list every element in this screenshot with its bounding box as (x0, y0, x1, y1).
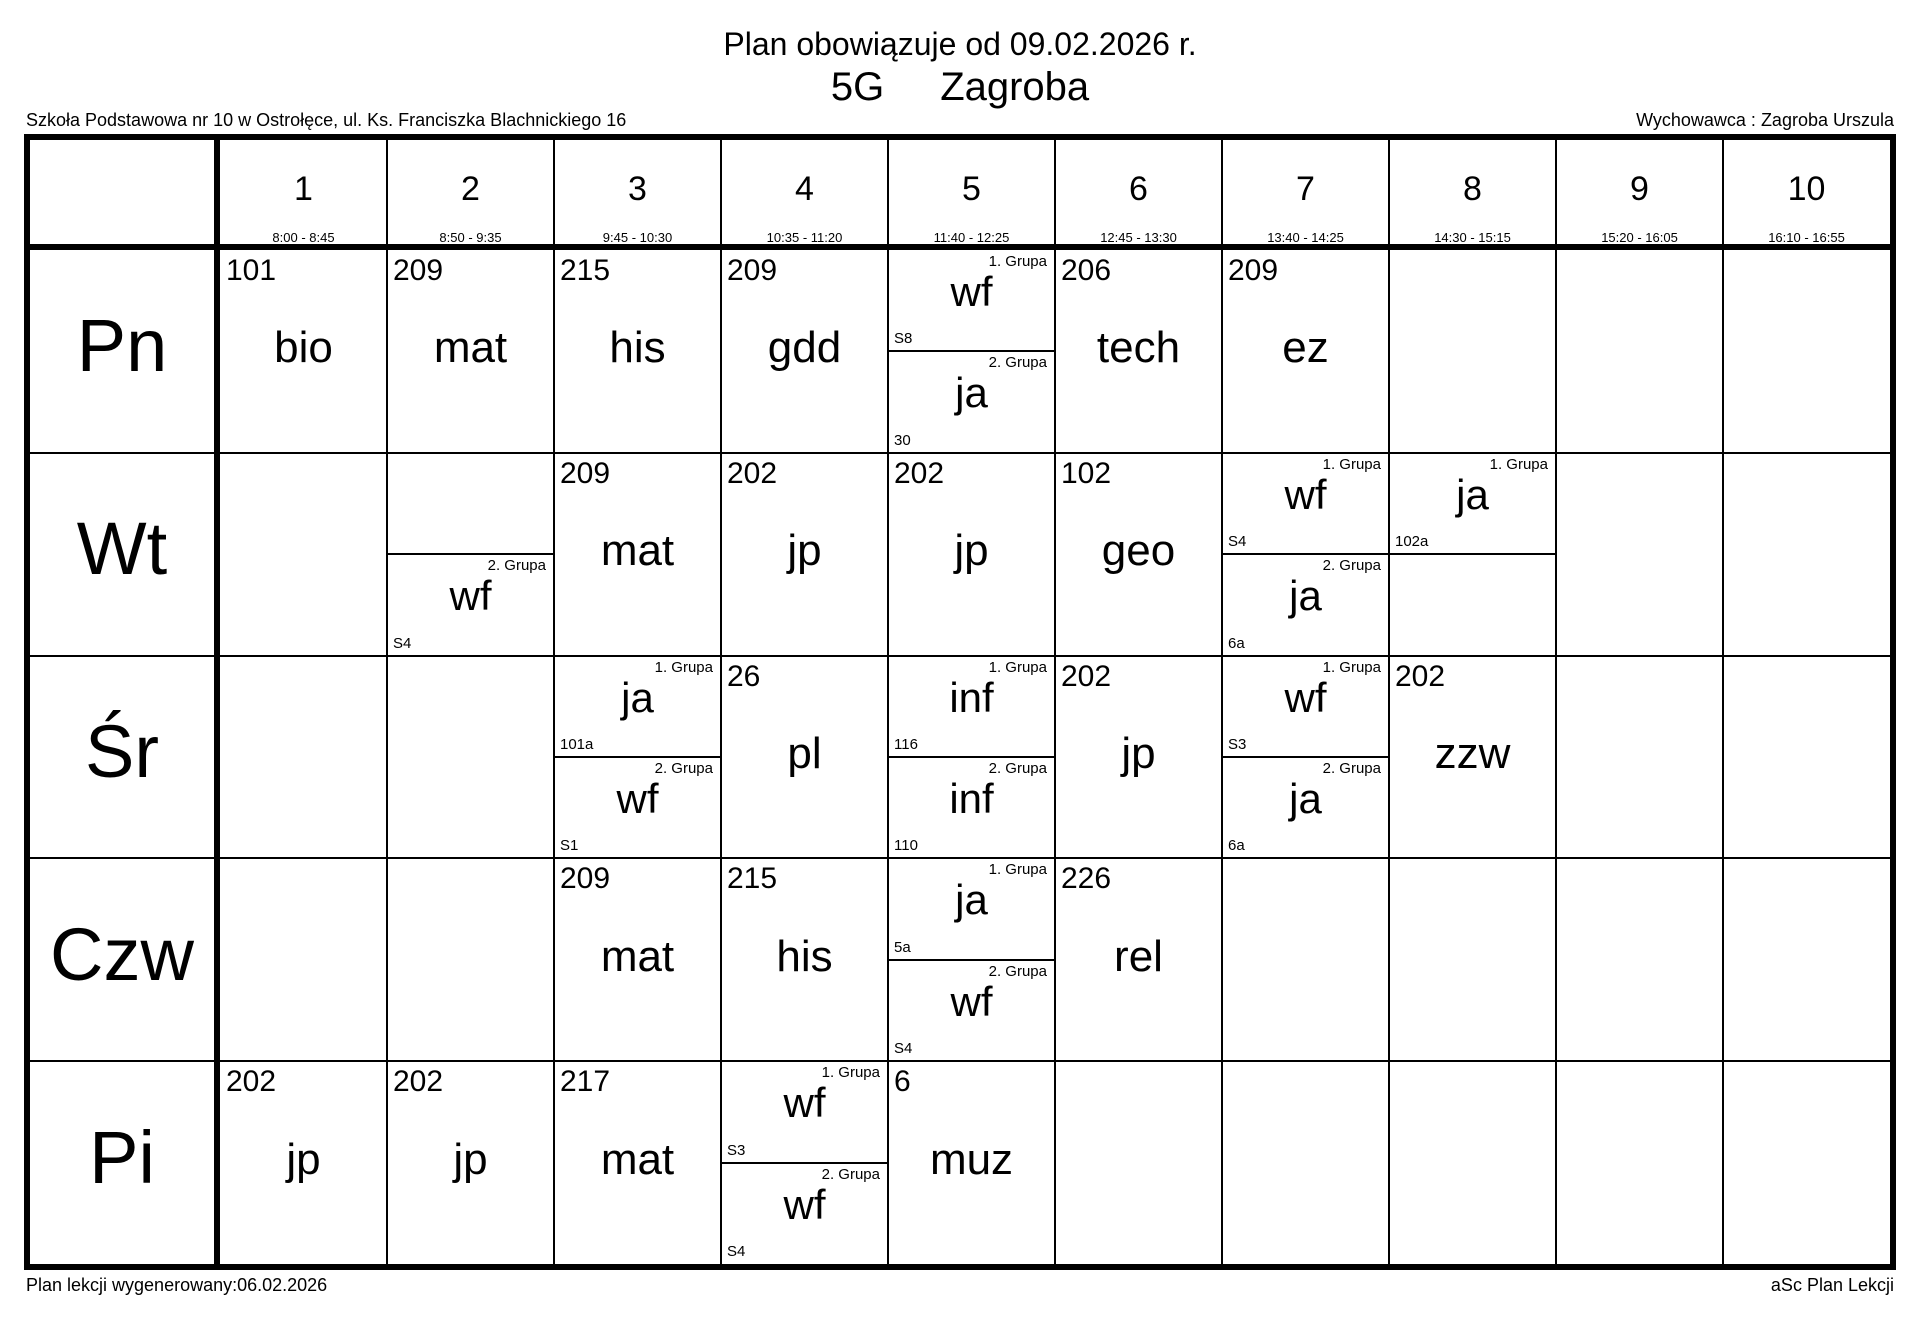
subject: wf (449, 572, 492, 620)
room-number: 101 (226, 254, 277, 287)
subject: wf (783, 1079, 826, 1127)
empty-cell (387, 656, 554, 859)
lesson-cell (1055, 453, 1222, 656)
group-lesson (888, 960, 1055, 1061)
period-number: 7 (1296, 170, 1315, 208)
period-time: 8:50 - 9:35 (439, 230, 502, 245)
lesson-cell (220, 1061, 387, 1264)
subject: muz (929, 1134, 1014, 1184)
period-time: 15:20 - 16:05 (1601, 230, 1678, 245)
group-label: 1. Grupa (988, 253, 1047, 270)
empty-cell (1556, 656, 1723, 859)
subject: inf (949, 673, 994, 721)
day-label: Czw (50, 912, 194, 996)
subject: pl (787, 728, 822, 778)
subject: ja (621, 673, 654, 721)
group-label: 2. Grupa (1322, 759, 1381, 777)
room-number: S4 (393, 634, 412, 652)
period-header (1222, 140, 1389, 244)
day-label: Wt (76, 507, 168, 591)
lesson-cell (554, 656, 721, 859)
group-label: 2. Grupa (654, 759, 713, 777)
period-time: 12:45 - 13:30 (1100, 230, 1177, 245)
lesson-cell (888, 1061, 1055, 1264)
room-number: 209 (1228, 254, 1279, 287)
lesson-cell (721, 453, 888, 656)
group-lesson (1222, 554, 1389, 655)
group-label: 2. Grupa (988, 759, 1047, 777)
group-label: 1. Grupa (1489, 455, 1548, 473)
empty-cell (1556, 1061, 1723, 1264)
room-number: 202 (1061, 659, 1112, 693)
group-label: 1. Grupa (654, 658, 713, 676)
period-number: 5 (962, 170, 981, 208)
subject: ja (955, 876, 988, 924)
day-label: Pi (89, 1115, 155, 1199)
lesson-cell (220, 250, 387, 453)
empty-cell (220, 453, 387, 656)
subject: bio (274, 323, 333, 373)
subject: mat (433, 323, 508, 373)
period-time: 8:00 - 8:45 (272, 230, 335, 245)
subject: wf (1284, 673, 1327, 721)
group-label: 1. Grupa (988, 658, 1047, 676)
room-number: 226 (1061, 862, 1112, 896)
group-lesson (888, 656, 1055, 757)
empty-cell (220, 656, 387, 859)
room-number: 202 (393, 1065, 444, 1099)
lesson-cell (888, 858, 1055, 1061)
period-number: 1 (294, 170, 313, 208)
period-number: 4 (795, 170, 814, 208)
subject: mat (600, 526, 675, 576)
room-number: 6a (1228, 634, 1245, 652)
lesson-cell (721, 656, 888, 859)
group-label: 1. Grupa (988, 861, 1047, 879)
room-number: 6a (1228, 837, 1245, 855)
group-lesson (1222, 453, 1389, 554)
empty-cell (220, 858, 387, 1061)
period-number: 8 (1463, 170, 1482, 208)
room-number: S4 (1228, 533, 1247, 551)
lesson-cell (554, 858, 721, 1061)
period-header (220, 140, 387, 244)
empty-cell (1389, 858, 1556, 1061)
period-header (1556, 140, 1723, 244)
period-number: 9 (1630, 170, 1649, 208)
group-label: 2. Grupa (821, 1165, 880, 1183)
group-label: 2. Grupa (988, 962, 1047, 980)
subject: ja (1289, 572, 1322, 620)
empty-cell (1556, 858, 1723, 1061)
room-number: 30 (894, 431, 911, 449)
lesson-cell (1055, 250, 1222, 453)
empty-cell (1556, 250, 1723, 453)
subject: ja (955, 369, 988, 417)
plan-valid-from: Plan obowiązuje od 09.02.2026 r. (723, 26, 1197, 62)
period-time: 11:40 - 12:25 (933, 230, 1010, 245)
period-time: 9:45 - 10:30 (602, 230, 673, 245)
room-number: S4 (727, 1242, 746, 1260)
room-number: 209 (560, 456, 611, 490)
subject: wf (950, 268, 993, 315)
class-title (0, 65, 1920, 110)
subject: jp (1121, 728, 1156, 778)
lesson-cell (554, 250, 721, 453)
subject: jp (787, 526, 822, 576)
room-number: 6 (894, 1065, 911, 1099)
room-number: 209 (560, 862, 611, 896)
lesson-cell (387, 1061, 554, 1264)
empty-cell (1556, 453, 1723, 656)
generated-date: Plan lekcji wygenerowany:06.02.2026 (26, 1275, 328, 1295)
group-lesson (888, 351, 1055, 452)
period-header (1055, 140, 1222, 244)
group-label: 2. Grupa (487, 557, 546, 575)
empty-cell (1723, 453, 1890, 656)
subject: wf (950, 977, 993, 1025)
period-time: 10:35 - 11:20 (766, 230, 843, 245)
room-number: 110 (894, 837, 918, 855)
group-lesson (888, 250, 1055, 351)
empty-cell (1389, 1061, 1556, 1264)
group-label: 1. Grupa (1322, 658, 1381, 676)
lesson-cell (888, 250, 1055, 453)
room-number: 209 (393, 254, 444, 287)
period-header (888, 140, 1055, 244)
subject: wf (783, 1180, 826, 1228)
group-lesson (1222, 656, 1389, 757)
room-number: 26 (727, 659, 761, 693)
group-label: 2. Grupa (988, 354, 1047, 372)
group-label: 2. Grupa (1322, 557, 1381, 575)
lesson-cell (1222, 453, 1389, 656)
subject: wf (1284, 470, 1327, 518)
room-number: 202 (727, 456, 778, 490)
room-number: 209 (727, 254, 778, 287)
lesson-cell (1389, 656, 1556, 859)
period-time: 13:40 - 14:25 (1267, 230, 1344, 245)
period-number: 2 (461, 170, 480, 208)
empty-cell (387, 858, 554, 1061)
subject: ja (1456, 470, 1489, 518)
group-lesson (1222, 757, 1389, 858)
group-lesson (554, 757, 721, 858)
subject: zzw (1434, 728, 1511, 778)
lesson-cell (554, 1061, 721, 1264)
room-number: 217 (560, 1065, 611, 1099)
group-lesson (387, 554, 554, 655)
school-name: Szkoła Podstawowa nr 10 w Ostrołęce, ul. Ks. Franciszka Blachnickiego 16 (26, 110, 627, 130)
room-number: 215 (727, 862, 778, 896)
group-lesson (888, 858, 1055, 959)
period-header (387, 140, 554, 244)
period-header (554, 140, 721, 244)
room-number: 102a (1395, 533, 1429, 551)
group-lesson (721, 1061, 888, 1162)
subject: tech (1096, 323, 1181, 373)
empty-cell (1723, 858, 1890, 1061)
subject: inf (949, 774, 994, 822)
period-header (1389, 140, 1556, 244)
subject: geo (1101, 526, 1176, 576)
subject: gdd (767, 323, 842, 373)
room-number: 202 (226, 1065, 277, 1099)
software-name: aSc Plan Lekcji (1770, 1275, 1894, 1295)
lesson-cell (1222, 656, 1389, 859)
subject: ja (1289, 774, 1322, 822)
empty-cell (1055, 1061, 1222, 1264)
room-number: S4 (894, 1040, 913, 1058)
lesson-cell (721, 1061, 888, 1264)
lesson-cell (1055, 858, 1222, 1061)
subject: jp (453, 1134, 488, 1184)
lesson-cell (1055, 656, 1222, 859)
empty-cell (1723, 656, 1890, 859)
subject: rel (1114, 931, 1163, 981)
day-label: Śr (85, 710, 159, 793)
room-number: S8 (894, 330, 913, 348)
empty-cell (1389, 250, 1556, 453)
form-tutor: Wychowawca : Zagroba Urszula (1636, 110, 1894, 130)
room-number: 5a (894, 938, 911, 956)
lesson-cell (554, 453, 721, 656)
lesson-cell (1389, 453, 1556, 656)
room-number: 202 (894, 456, 945, 490)
class-name: 5G (830, 65, 885, 109)
subject: his (609, 323, 666, 373)
room-number: 215 (560, 254, 611, 287)
lesson-cell (1222, 250, 1389, 453)
empty-cell (1723, 1061, 1890, 1264)
room-number: 206 (1061, 254, 1112, 287)
room-number: S1 (560, 837, 579, 855)
room-number: 116 (894, 735, 918, 753)
lesson-cell (888, 453, 1055, 656)
class-teacher-short: Zagroba (940, 65, 1090, 109)
group-lesson (1389, 453, 1556, 554)
group-lesson (554, 656, 721, 757)
subject: mat (600, 931, 675, 981)
lesson-cell (721, 250, 888, 453)
period-header (721, 140, 888, 244)
period-time: 16:10 - 16:55 (1768, 230, 1845, 245)
room-number: 101a (560, 735, 594, 753)
room-number: 102 (1061, 456, 1112, 490)
empty-cell (1723, 250, 1890, 453)
period-time: 14:30 - 15:15 (1434, 230, 1511, 245)
subject: mat (600, 1134, 675, 1184)
empty-cell (1222, 858, 1389, 1061)
group-lesson (888, 757, 1055, 858)
timetable-grid (24, 134, 1896, 1270)
group-label: 1. Grupa (1322, 455, 1381, 473)
room-number: S3 (1228, 735, 1247, 753)
subject: wf (616, 774, 659, 822)
period-number: 6 (1129, 170, 1148, 208)
period-number: 3 (628, 170, 647, 208)
lesson-cell (387, 250, 554, 453)
empty-cell (1222, 1061, 1389, 1264)
lesson-cell (888, 656, 1055, 859)
subject: jp (286, 1134, 321, 1184)
room-number: S3 (727, 1141, 746, 1159)
period-number: 10 (1787, 170, 1826, 208)
room-number: 202 (1395, 659, 1446, 693)
subject: ez (1282, 323, 1329, 373)
lesson-cell (721, 858, 888, 1061)
day-label: Pn (76, 304, 168, 388)
subject: jp (954, 526, 989, 576)
group-lesson (721, 1163, 888, 1264)
subject: his (776, 931, 833, 981)
group-label: 1. Grupa (821, 1064, 880, 1082)
lesson-cell (387, 453, 554, 656)
period-header (1723, 140, 1890, 244)
